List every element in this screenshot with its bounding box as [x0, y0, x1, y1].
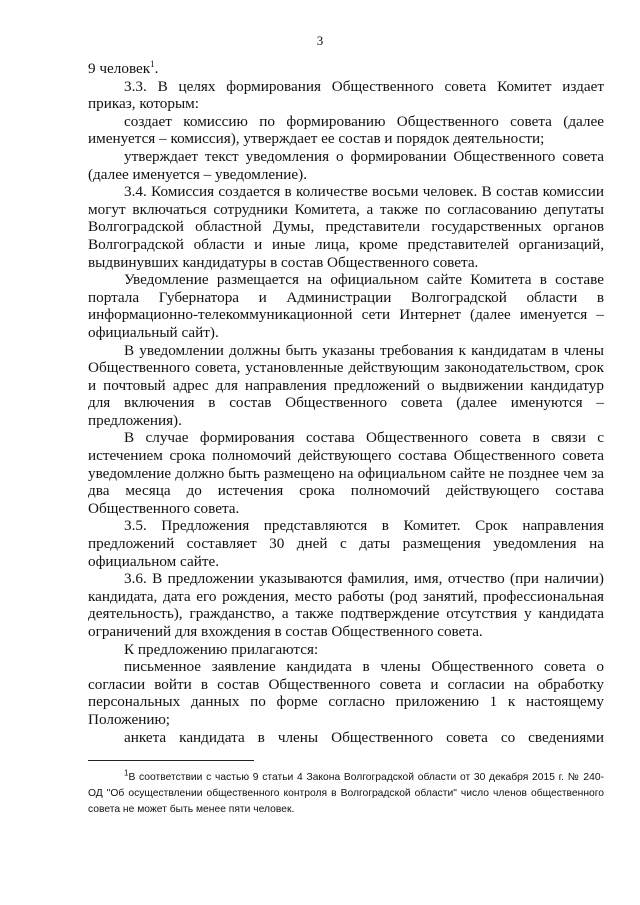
paragraph — [88, 183, 604, 271]
document-body — [88, 60, 604, 746]
paragraph — [88, 570, 604, 640]
paragraph — [88, 271, 604, 341]
paragraph — [88, 148, 604, 183]
footnote-text: В соответствии с частью 9 статьи 4 Закона Волгоградской области от 30 декабря 2015 г. № 240-ОД "Об осуществлении общественного контроля в Волгоградской области" число членов общественного совета не может быть менее пяти человек. — [88, 772, 604, 815]
paragraph-text: 3.6. В предложении указываются фамилия, имя, отчество (при наличии) кандидата, дата его рождения, место работы (род занятий, профессиональная деятельность), гражданство, а также подтверждение отсутствия у кандидата ограничений для вхождения в состав Общественного совета. — [88, 570, 604, 640]
paragraph-text: 9 человек — [88, 60, 151, 77]
paragraph — [88, 342, 604, 430]
paragraph — [88, 641, 604, 659]
paragraph-text: письменное заявление кандидата в члены Общественного совета о согласии войти в состав Общественного совета и согласии на обработку персональных данных по форме согласно приложению 1 к настоящему Положению; — [88, 658, 604, 728]
paragraph-text: К предложению прилагаются: — [124, 640, 319, 658]
footnote — [88, 770, 604, 818]
footnote-reference: 1 — [150, 58, 155, 69]
paragraph — [88, 517, 604, 570]
paragraph-text: В уведомлении должны быть указаны требования к кандидатам в члены Общественного совета, установленные действующим законодательством, срок и почтовый адрес для направления предложений о выдвижении кандидатур для включения в состав Общественного совета (далее именуются – предложения). — [88, 341, 604, 429]
page-number: 3 — [316, 33, 324, 48]
paragraph-text: 3.5. Предложения представляются в Комитет. Срок направления предложений составляет 30 дней с даты размещения уведомления на официальном сайте. — [88, 517, 604, 570]
paragraph-text: создает комиссию по формированию Общественного совета (далее именуется – комиссия), утверждает ее состав и порядок деятельности; — [88, 112, 604, 148]
paragraph — [88, 429, 604, 517]
paragraph: 9 человек$^1$. — [88, 58, 159, 77]
paragraph — [88, 113, 604, 148]
paragraph — [88, 78, 604, 113]
paragraph-text: Уведомление размещается на официальном сайте Комитета в составе портала Губернатора и Администрации Волгоградской области в информационно-телекоммуникационной сети Интернет (далее именуется – официальный сайт). — [88, 271, 604, 341]
paragraph-text: анкета кандидата в члены Общественного совета со сведениями — [124, 728, 604, 746]
paragraph-text: В случае формирования состава Общественного совета в связи с истечением срока полномочий действующего состава Общественного совета уведомление должно быть размещено на официальном сайте не позднее чем за два месяца до истечения срока полномочий действующего состава Общественного совета. — [88, 429, 604, 517]
paragraph — [88, 658, 604, 728]
paragraph-text: 3.4. Комиссия создается в количестве восьми человек. В состав комиссии могут включаться сотрудники Комитета, а также по согласованию депутаты Волгоградской областной Думы, представители государственных органов Волгоградской области и иные лица, кроме представителей организаций, выдвинувших кандидатуры в состав Общественного совета. — [88, 183, 604, 271]
paragraph — [88, 729, 604, 747]
footnote-marker: 1 — [124, 768, 129, 778]
footnote-separator — [88, 760, 254, 761]
paragraph-text: утверждает текст уведомления о формировании Общественного совета (далее именуется – уведомление). — [88, 147, 604, 183]
paragraph-text: 3.3. В целях формирования Общественного совета Комитет издает приказ, которым: — [88, 77, 604, 113]
